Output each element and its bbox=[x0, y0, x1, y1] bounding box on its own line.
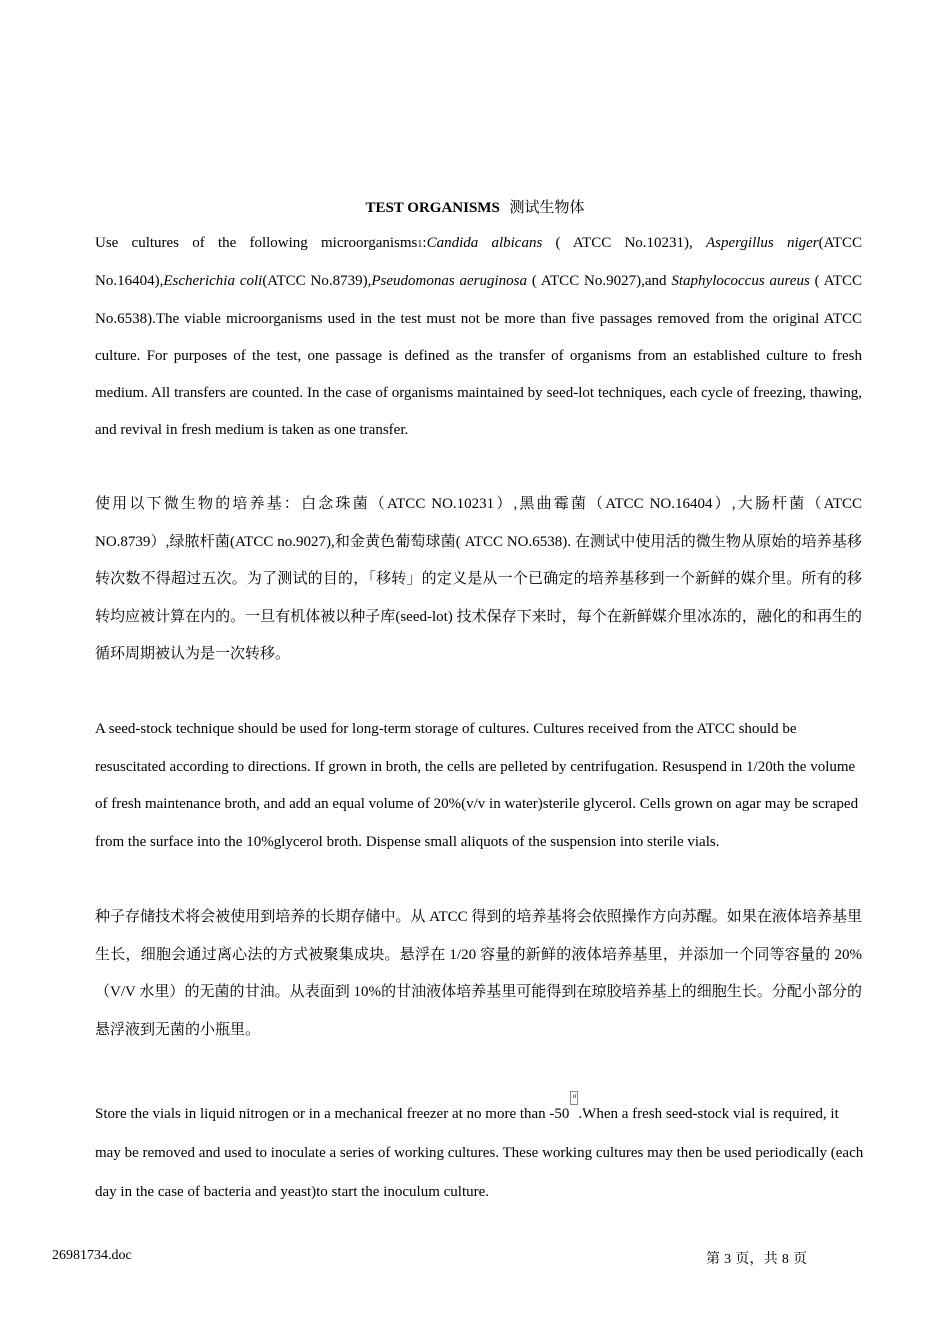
paragraph-seed-stock-chinese: 种子存储技术将会被使用到培养的长期存储中。从 ATCC 得到的培养基将会依照操作方向苏醒。如果在液体培养基里生长，细胞会通过离心法的方式被聚集成块。悬浮在 1/20 容量的新鲜的液体培养基里，并添加一个同等容量的 20%（V/V 水里）的无菌的甘油。从表面到 10%的甘油液体培养基里可能得到在琼胶培养基上的细胞生长。分配小部分的悬浮液到无菌的小瓶里。 bbox=[95, 909, 862, 1038]
degree-symbol-icon: o bbox=[570, 1091, 578, 1105]
p1-footnote-ref: 1 bbox=[417, 239, 423, 250]
p1-text-6: ( ATCC No.9027),and bbox=[527, 273, 672, 290]
paragraph-organisms-chinese: 使用以下微生物的培养基：白念珠菌（ATCC NO.10231）,黑曲霉菌（ATCC NO.16404）,大肠杆菌（ATCC NO.8739）,绿脓杆菌(ATCC no.9027),和金黄色葡萄球菌( ATCC NO.6538). 在测试中使用活的微生物从原始的培养基移转次数不得超过五次。为了测试的目的，「移转」的定义是从一个已确定的培养基移到一个新鲜的媒介里。所有的移转均应被计算在内的。一旦有机体被以种子库(seed-lot) 技术保存下来时，每个在新鲜媒介里冰冻的，融化的和再生的循环周期被认为是一次转移。 bbox=[95, 496, 862, 662]
paragraph-seed-stock-english: A seed-stock technique should be used for long-term storage of cultures. Cultures received from the ATCC should be resuscitated according to directions. If grown in broth, the cells are pelleted by centrifugation. Resuspend in 1/20th the volume of fresh maintenance broth, and add an equal volume of 20%(v/v in water)sterile glycerol. Cells grown on agar may be scraped from the surface into the 10%glycerol broth. Dispense small aliquots of the suspension into sterile vials. bbox=[95, 721, 859, 850]
organism-staphylococcus: Staphylococcus aureus bbox=[671, 273, 810, 290]
paragraph-storage-english bbox=[95, 1092, 865, 1212]
section-title-chinese: 测试生物体 bbox=[509, 200, 585, 216]
p1-text-2: : bbox=[422, 235, 427, 251]
p1-text-3: ( ATCC No.10231), bbox=[542, 235, 706, 251]
organism-aspergillus: Aspergillus niger bbox=[705, 235, 819, 251]
section-title-english: TEST ORGANISMS bbox=[365, 200, 500, 216]
footer-page-number: 第 3 页，共 8 页 bbox=[706, 1252, 808, 1267]
p5-text-1: Store the vials in liquid nitrogen or in a mechanical freezer at no more than -50 bbox=[95, 1106, 570, 1122]
organism-pseudomonas: Pseudomonas aeruginosa bbox=[371, 273, 527, 290]
organism-candida: Candida albicans bbox=[426, 235, 543, 251]
p5-text-2: .When a fresh seed-stock vial is required, it may be removed and used to inoculate a series of working cultures. These working cultures may then be used periodically (each day in the case of bacteria and yeast)to start the inoculum culture. bbox=[95, 1106, 864, 1200]
paragraph-organisms-english bbox=[95, 225, 862, 450]
section-title bbox=[0, 196, 950, 217]
p1-text-5: (ATCC No.8739), bbox=[262, 273, 372, 290]
organism-ecoli: Escherichia coli bbox=[163, 273, 263, 290]
footer-filename: 26981734.doc bbox=[52, 1248, 132, 1263]
p1-text-4: (ATCC No.16404), bbox=[95, 235, 862, 290]
p1-text-1: Use cultures of the following microorganisms bbox=[95, 235, 418, 251]
p1-text-7: ( ATCC No.6538).The viable microorganisms used in the test must not be more than five passages removed from the original ATCC culture. For purposes of the test, one passage is defined as the transfer of organisms from an established culture to fresh medium. All transfers are counted. In the case of organisms maintained by seed-lot techniques, each cycle of freezing, thawing, and revival in fresh medium is taken as one transfer. bbox=[95, 273, 862, 439]
